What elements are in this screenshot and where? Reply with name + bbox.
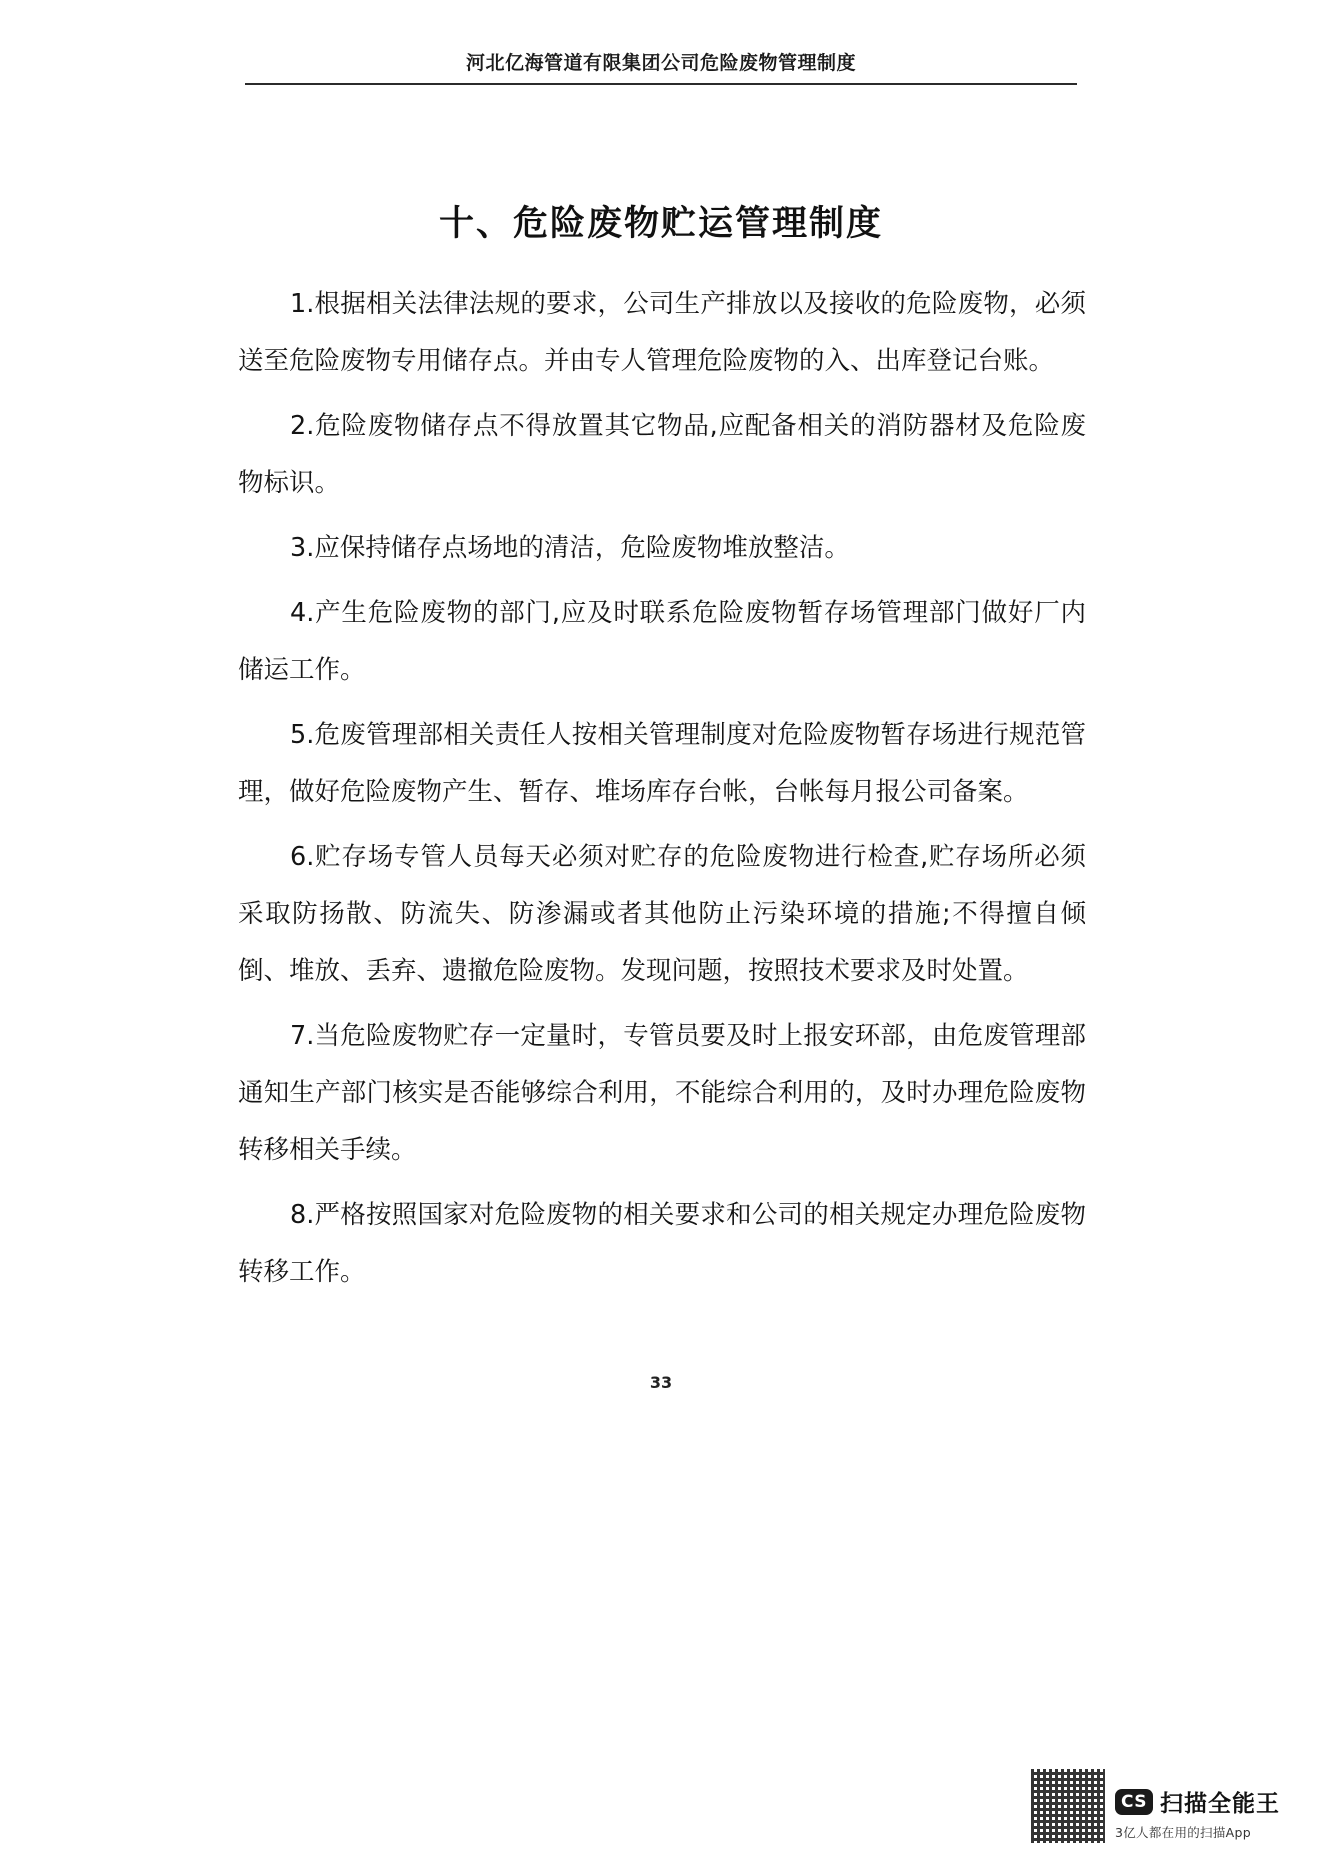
- paragraph: 4.产生危险废物的部门,应及时联系危险废物暂存场管理部门做好厂内储运工作。: [238, 598, 1086, 685]
- paragraph: 3.应保持储存点场地的清洁，危险废物堆放整洁。: [290, 533, 850, 563]
- header-divider: [245, 83, 1077, 85]
- watermark-tagline: 3亿人都在用的扫描App: [1115, 1825, 1251, 1840]
- paragraph: 8.严格按照国家对危险废物的相关要求和公司的相关规定办理危险废物转移工作。: [238, 1200, 1086, 1287]
- paragraph: 1.根据相关法律法规的要求，公司生产排放以及接收的危险废物，必须送至危险废物专用储存点。并由专人管理危险废物的入、出库登记台账。: [238, 289, 1086, 376]
- running-header-title: 河北亿海管道有限集团公司危险废物管理制度: [465, 52, 856, 74]
- paragraph: 6.贮存场专管人员每天必须对贮存的危险废物进行检查,贮存场所必须采取防扬散、防流失、防渗漏或者其他防止污染环境的措施;不得擅自倾倒、堆放、丢弃、遗撤危险废物。发现问题，按照技术要求及时处置。: [238, 842, 1086, 986]
- page-title: 十、危险废物贮运管理制度: [438, 204, 883, 244]
- page-number: 33: [649, 1373, 673, 1392]
- paragraph: 2.危险废物储存点不得放置其它物品,应配备相关的消防器材及危险废物标识。: [238, 411, 1086, 498]
- paragraph: 7.当危险废物贮存一定量时，专管员要及时上报安环部，由危废管理部通知生产部门核实是否能够综合利用，不能综合利用的，及时办理危险废物转移相关手续。: [238, 1021, 1086, 1165]
- document-body: [238, 276, 1086, 1309]
- watermark-text-block: [1115, 1785, 1280, 1843]
- camscanner-logo-icon: CS: [1115, 1789, 1153, 1815]
- scanner-watermark: [1031, 1769, 1280, 1843]
- watermark-app-name: 扫描全能王: [1160, 1791, 1280, 1817]
- paragraph: 5.危废管理部相关责任人按相关管理制度对危险废物暂存场进行规范管理，做好危险废物产生、暂存、堆场库存台帐，台帐每月报公司备案。: [238, 720, 1086, 807]
- qr-code-icon: [1031, 1769, 1105, 1843]
- page-header: [245, 52, 1077, 85]
